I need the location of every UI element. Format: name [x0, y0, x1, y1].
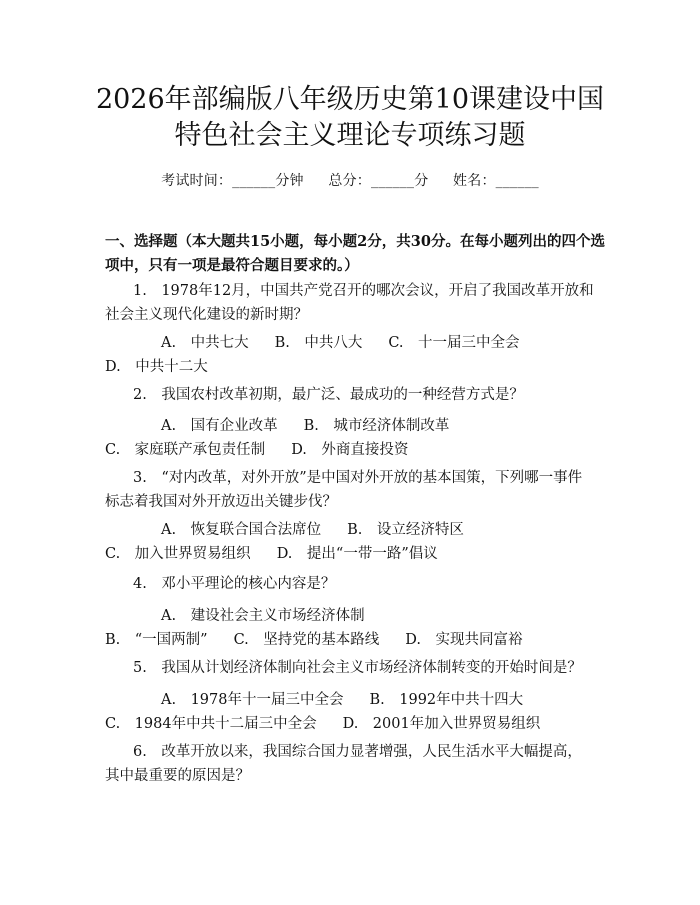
option-a: A. 建设社会主义市场经济体制	[161, 608, 365, 624]
page-title-line-2: 特色社会主义理论专项练习题	[174, 120, 526, 151]
question-stem: 6. 改革开放以来，我国综合国力显著增强，人民生活水平大幅提高，其中最重要的原因是？	[105, 744, 582, 784]
question-options	[105, 414, 595, 462]
exam-time-field: 考试时间：______分钟	[161, 173, 304, 189]
question-stem: 3. “对内改革，对外开放”是中国对外开放的基本国策，下列哪一事件标志着我国对外开放迈出关键步伐？	[105, 470, 583, 510]
question-stem: 1. 1978年12月，中国共产党召开的哪次会议，开启了我国改革开放和社会主义现代化建设的新时期？	[105, 283, 594, 323]
option-b: B. 设立经济特区	[347, 522, 464, 538]
question-options	[105, 688, 595, 736]
total-score-field: 总分：______分	[328, 173, 429, 189]
option-d: D. 外商直接投资	[291, 442, 409, 458]
option-a: A. 中共七大	[161, 335, 249, 351]
option-d: D. 中共十二大	[105, 359, 208, 375]
student-name-field: 姓名：______	[453, 173, 539, 189]
option-c: C. 坚持党的基本路线	[233, 632, 380, 648]
option-d: D. 实现共同富裕	[405, 632, 523, 648]
exam-meta	[0, 170, 700, 190]
question-stem: 2. 我国农村改革初期，最广泛、最成功的一种经营方式是？	[133, 387, 524, 403]
question-stem: 4. 邓小平理论的核心内容是？	[133, 576, 336, 592]
option-b: B. 中共八大	[274, 335, 363, 351]
option-a: A. 恢复联合国合法席位	[161, 522, 322, 538]
option-b: B. “一国两制”	[105, 632, 208, 648]
option-d: D. 提出“一带一路”倡议	[276, 546, 438, 562]
page-title-line-1: 2026年部编版八年级历史第10课建设中国	[95, 84, 605, 115]
option-b: B. 城市经济体制改革	[303, 418, 450, 434]
option-c: C. 1984年中共十二届三中全会	[105, 716, 317, 732]
section-heading: 一、选择题（本大题共15小题，每小题2分，共30分。在每小题列出的四个选项中，只有一项是最符合题目要求的。）	[105, 233, 605, 274]
option-c: C. 加入世界贸易组织	[105, 546, 251, 562]
option-c: C. 十一届三中全会	[388, 335, 520, 351]
question-options	[105, 518, 595, 566]
option-d: D. 2001年加入世界贸易组织	[342, 716, 541, 732]
option-a: A. 国有企业改革	[161, 418, 278, 434]
question-stem: 5. 我国从计划经济体制向社会主义市场经济体制转变的开始时间是？	[133, 660, 582, 676]
question-options	[105, 604, 595, 652]
option-a: A. 1978年十一届三中全会	[161, 692, 344, 708]
option-c: C. 家庭联产承包责任制	[105, 442, 266, 458]
option-b: B. 1992年中共十四大	[369, 692, 524, 708]
question-options	[105, 331, 595, 379]
